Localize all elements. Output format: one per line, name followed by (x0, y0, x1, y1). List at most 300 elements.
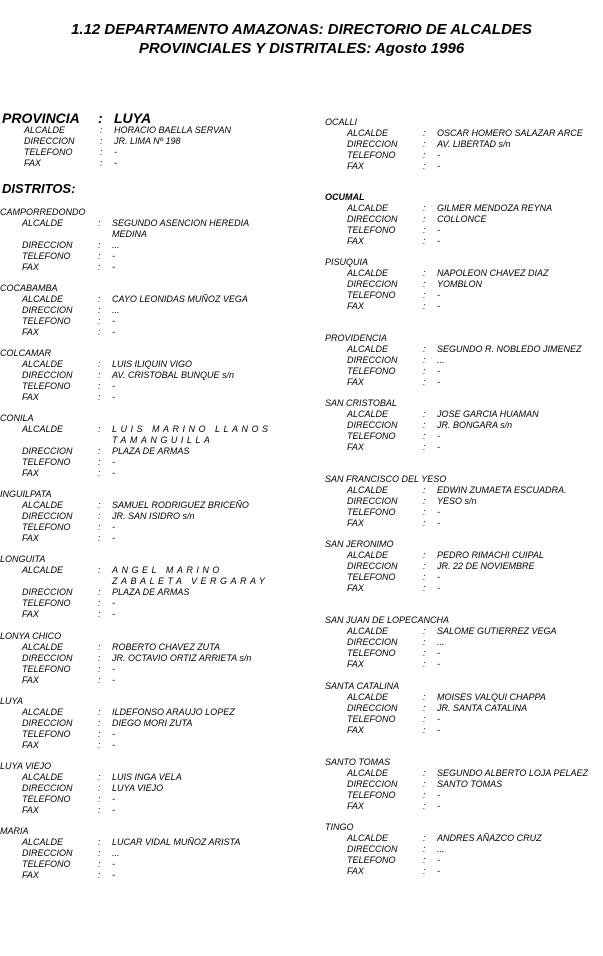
distrito-name: SAN CRISTOBAL (325, 398, 397, 408)
field-label: ALCALDE (22, 837, 64, 847)
direccion-row (0, 511, 272, 522)
alcalde-row (325, 344, 603, 355)
distrito-name: PROVIDENCIA (325, 333, 388, 343)
field-label: FAX (347, 518, 364, 528)
field-label: ALCALDE (347, 768, 389, 778)
telefono-row (325, 290, 603, 301)
fax-row (325, 301, 603, 312)
telefono-row (325, 366, 603, 377)
alcalde-row (325, 833, 603, 844)
field-colon: : (98, 522, 101, 532)
alcalde-row (0, 642, 272, 653)
telefono-row (0, 729, 272, 740)
telefono-row (325, 790, 603, 801)
fax-row (0, 675, 272, 686)
field-label: TELEFONO (347, 790, 396, 800)
fax-row (325, 866, 603, 877)
field-label: FAX (347, 725, 364, 735)
distrito-block-right-1 (325, 192, 603, 247)
field-colon: : (423, 431, 426, 441)
telefono-value: - (437, 225, 440, 235)
distrito-block-left-0 (0, 207, 272, 273)
direccion-row (325, 779, 603, 790)
distrito-block-right-0 (325, 117, 603, 172)
telefono-row (325, 225, 603, 236)
field-colon: : (423, 518, 426, 528)
distrito-block-right-10 (325, 822, 603, 877)
alcalde-row (325, 485, 603, 496)
field-colon: : (423, 366, 426, 376)
alcalde-value: LUIS ILIQUIN VIGO (112, 359, 193, 369)
field-label: TELEFONO (347, 225, 396, 235)
field-label: TELEFONO (347, 714, 396, 724)
alcalde-value: ROBERTO CHAVEZ ZUTA (112, 642, 221, 652)
field-label: TELEFONO (22, 598, 71, 608)
field-colon: : (423, 692, 426, 702)
field-label: DIRECCION (347, 779, 398, 789)
field-colon: : (98, 598, 101, 608)
alcalde-row (0, 294, 272, 305)
direccion-row (325, 279, 603, 290)
telefono-row (0, 381, 272, 392)
field-label: DIRECCION (22, 511, 73, 521)
fax-value: - (437, 659, 440, 669)
distrito-block-right-7 (325, 615, 603, 670)
field-colon: : (98, 783, 101, 793)
field-label: ALCALDE (347, 409, 389, 419)
alcalde-value: SAMUEL RODRIGUEZ BRICEÑO (112, 500, 249, 510)
direccion-value: ... (437, 355, 445, 365)
alcalde-value: MOISES VALQUI CHAPPA (437, 692, 546, 702)
fax-value: - (437, 301, 440, 311)
direccion-value: DIEGO MORI ZUTA (112, 718, 193, 728)
field-label: FAX (347, 583, 364, 593)
field-label: TELEFONO (22, 316, 71, 326)
fax-value: - (437, 866, 440, 876)
direccion-value: ... (112, 848, 120, 858)
telefono-value: - (112, 381, 115, 391)
field-colon: : (98, 707, 101, 717)
direccion-row (325, 355, 603, 366)
field-colon: : (423, 139, 426, 149)
telefono-value: - (112, 859, 115, 869)
fax-value: - (112, 740, 115, 750)
telefono-row (325, 572, 603, 583)
field-label: DIRECCION (347, 139, 398, 149)
fax-value: - (437, 725, 440, 735)
alcalde-value: JOSE GARCIA HUAMAN (437, 409, 539, 419)
fax-value: - (112, 327, 115, 337)
distrito-block-right-8 (325, 681, 603, 736)
field-label: DIRECCION (24, 136, 75, 146)
fax-row (0, 870, 272, 881)
alcalde-row (0, 837, 272, 848)
fax-value: - (112, 262, 115, 272)
field-label: FAX (347, 236, 364, 246)
field-colon: : (423, 496, 426, 506)
direccion-value: JR. SAN ISIDRO s/n (112, 511, 195, 521)
field-colon: : (423, 714, 426, 724)
alcalde-row (0, 500, 272, 511)
alcalde-row (325, 409, 603, 420)
telefono-row (0, 522, 272, 533)
field-label: DIRECCION (22, 446, 73, 456)
alcalde-row (325, 128, 603, 139)
field-label: ALCALDE (22, 500, 64, 510)
field-label: FAX (22, 609, 39, 619)
field-colon: : (423, 561, 426, 571)
fax-row (0, 327, 272, 338)
field-colon: : (98, 381, 101, 391)
direccion-value: COLLONCE (437, 214, 487, 224)
telefono-row (0, 457, 272, 468)
fax-value: - (112, 533, 115, 543)
alcalde-value: ANDRES AÑAZCO CRUZ (437, 833, 542, 843)
distrito-name: LONGUITA (0, 554, 46, 564)
fax-row (325, 442, 603, 453)
fax-row (0, 262, 272, 273)
fax-value: - (437, 161, 440, 171)
field-colon: : (98, 609, 101, 619)
field-label: TELEFONO (347, 150, 396, 160)
fax-row (0, 392, 272, 403)
field-label: DIRECCION (22, 653, 73, 663)
field-colon: : (423, 301, 426, 311)
field-colon: : (100, 147, 103, 157)
direccion-value: ... (112, 305, 120, 315)
field-label: DIRECCION (22, 240, 73, 250)
alcalde-row (325, 626, 603, 637)
distrito-block-left-2 (0, 348, 272, 403)
field-label: ALCALDE (347, 128, 389, 138)
fax-value: - (112, 609, 115, 619)
distrito-name: SAN FRANCISCO DEL YESO (325, 474, 447, 484)
telefono-value: - (437, 150, 440, 160)
distrito-name: LONYA CHICO (0, 631, 62, 641)
direccion-row (325, 496, 603, 507)
fax-row (325, 161, 603, 172)
field-label: DIRECCION (22, 718, 73, 728)
direccion-row (0, 718, 272, 729)
telefono-value: - (112, 598, 115, 608)
telefono-value: - (437, 790, 440, 800)
fax-value: - (112, 870, 115, 880)
field-label: FAX (22, 533, 39, 543)
distrito-block-left-7 (0, 696, 272, 751)
field-label: TELEFONO (347, 290, 396, 300)
field-label: ALCALDE (347, 203, 389, 213)
direccion-row (0, 370, 272, 381)
alcalde-value: OSCAR HOMERO SALAZAR ARCE (437, 128, 583, 138)
field-label: DIRECCION (22, 305, 73, 315)
direccion-value: AV. LIBERTAD s/n (437, 139, 511, 149)
field-colon: : (98, 327, 101, 337)
field-label: TELEFONO (347, 431, 396, 441)
field-label: TELEFONO (347, 855, 396, 865)
alcalde-row (325, 692, 603, 703)
alcalde-value: SALOME GUTIERREZ VEGA (437, 626, 557, 636)
direccion-row (325, 420, 603, 431)
field-colon: : (423, 801, 426, 811)
field-label: ALCALDE (22, 565, 64, 575)
field-label: ALCALDE (347, 833, 389, 843)
direccion-row (0, 783, 272, 794)
direccion-value: ... (437, 637, 445, 647)
field-label: FAX (347, 301, 364, 311)
alcalde-row (325, 768, 603, 779)
telefono-value: - (437, 714, 440, 724)
distrito-name: TINGO (325, 822, 354, 832)
field-label: FAX (347, 801, 364, 811)
field-colon: : (423, 725, 426, 735)
field-colon: : (98, 718, 101, 728)
distrito-block-right-3 (325, 333, 603, 388)
fax-row (325, 659, 603, 670)
alcalde-value: SEGUNDO R. NOBLEDO JIMENEZ (437, 344, 582, 354)
field-label: ALCALDE (22, 294, 64, 304)
distrito-block-left-4 (0, 489, 272, 544)
telefono-value: - (112, 457, 115, 467)
field-label: FAX (22, 870, 39, 880)
telefono-value: - (437, 507, 440, 517)
direccion-row (325, 703, 603, 714)
field-label: DIRECCION (347, 844, 398, 854)
distrito-block-right-9 (325, 757, 603, 812)
field-colon: : (423, 507, 426, 517)
field-colon: : (423, 485, 426, 495)
telefono-value: - (437, 290, 440, 300)
distrito-block-left-8 (0, 761, 272, 816)
alcalde-value: SEGUNDO ALBERTO LOJA PELAEZ (437, 768, 589, 778)
field-colon: : (98, 848, 101, 858)
telefono-row (325, 855, 603, 866)
alcalde-value: NAPOLEON CHAVEZ DIAZ (437, 268, 549, 278)
field-colon: : (423, 268, 426, 278)
field-colon: : (423, 779, 426, 789)
field-label: DIRECCION (347, 561, 398, 571)
telefono-row (0, 664, 272, 675)
field-colon: : (98, 262, 101, 272)
fax-row (0, 740, 272, 751)
field-label: ALCALDE (347, 268, 389, 278)
field-colon: : (423, 377, 426, 387)
distrito-block-left-9 (0, 826, 272, 881)
field-label: ALCALDE (22, 218, 64, 228)
distrito-block-left-3 (0, 413, 272, 479)
field-label: ALCALDE (347, 692, 389, 702)
field-label: FAX (22, 805, 39, 815)
telefono-value: - (112, 729, 115, 739)
alcalde-row (0, 565, 272, 587)
telefono-row (325, 507, 603, 518)
field-colon: : (98, 424, 101, 434)
field-label: FAX (22, 740, 39, 750)
field-label: TELEFONO (22, 729, 71, 739)
field-label: DIRECCION (347, 279, 398, 289)
field-colon: : (423, 214, 426, 224)
direccion-value: JR. BONGARA s/n (437, 420, 513, 430)
field-colon: : (98, 675, 101, 685)
field-label: FAX (347, 442, 364, 452)
field-label: ALCALDE (347, 626, 389, 636)
field-label: DIRECCION (22, 783, 73, 793)
direccion-value: JR. SANTA CATALINA (437, 703, 528, 713)
field-label: TELEFONO (347, 572, 396, 582)
field-colon: : (98, 587, 101, 597)
alcalde-value: ILDEFONSO ARAUJO LOPEZ (112, 707, 235, 717)
field-colon: : (423, 150, 426, 160)
field-colon: : (98, 740, 101, 750)
direccion-row (0, 305, 272, 316)
field-colon: : (98, 468, 101, 478)
field-colon: : (98, 305, 101, 315)
field-colon: : (423, 550, 426, 560)
telefono-row (0, 859, 272, 870)
title-line-1: 1.12 DEPARTAMENTO AMAZONAS: DIRECTORIO DE ALCALDES (71, 21, 532, 38)
field-label: FAX (22, 262, 39, 272)
distrito-name: CONILA (0, 413, 34, 423)
fax-row (0, 468, 272, 479)
direccion-row (0, 653, 272, 664)
fax-value: - (112, 468, 115, 478)
title-line-2: PROVINCIALES Y DISTRITALES: Agosto 1996 (138, 40, 465, 57)
field-colon: : (98, 446, 101, 456)
field-colon: : (98, 251, 101, 261)
page-title (0, 20, 603, 58)
field-label: ALCALDE (24, 125, 66, 135)
fax-row (325, 583, 603, 594)
alcalde-value: LUCAR VIDAL MUÑOZ ARISTA (112, 837, 241, 847)
alcalde-row (325, 550, 603, 561)
distrito-block-right-2 (325, 257, 603, 312)
provincia-alcalde-row (2, 125, 314, 136)
field-label: FAX (22, 675, 39, 685)
distrito-block-right-4 (325, 398, 603, 453)
field-colon: : (98, 316, 101, 326)
field-colon: : (98, 642, 101, 652)
field-colon: : (98, 837, 101, 847)
alcalde-row (0, 772, 272, 783)
field-label: FAX (24, 158, 41, 168)
provincia-fax: - (114, 158, 117, 168)
distrito-name: SAN JERONIMO (325, 539, 394, 549)
field-colon: : (98, 533, 101, 543)
telefono-value: - (112, 794, 115, 804)
field-label: ALCALDE (347, 485, 389, 495)
fax-value: - (112, 392, 115, 402)
alcalde-value: GILMER MENDOZA REYNA (437, 203, 553, 213)
distrito-name: OCALLI (325, 117, 358, 127)
provincia-alcalde: HORACIO BAELLA SERVAN (114, 125, 232, 135)
direccion-value: YESO s/n (437, 496, 477, 506)
direccion-row (325, 214, 603, 225)
fax-row (325, 236, 603, 247)
field-colon: : (423, 442, 426, 452)
alcalde-value: LUIS INGA VELA (112, 772, 182, 782)
field-colon: : (98, 565, 101, 575)
direccion-value: PLAZA DE ARMAS (112, 446, 190, 456)
field-colon: : (100, 125, 103, 135)
direccion-value: LUYA VIEJO (112, 783, 164, 793)
field-colon: : (423, 161, 426, 171)
field-colon: : (98, 794, 101, 804)
field-label: TELEFONO (347, 507, 396, 517)
telefono-row (325, 648, 603, 659)
field-colon: : (423, 344, 426, 354)
telefono-value: - (112, 522, 115, 532)
field-colon: : (423, 572, 426, 582)
field-colon: : (423, 203, 426, 213)
field-colon: : (423, 659, 426, 669)
provincia-colon: : (98, 110, 103, 126)
field-colon: : (423, 420, 426, 430)
field-label: TELEFONO (22, 457, 71, 467)
direccion-row (325, 561, 603, 572)
provincia-name: LUYA (114, 110, 152, 126)
fax-value: - (437, 583, 440, 593)
field-colon: : (423, 626, 426, 636)
field-colon: : (423, 409, 426, 419)
field-colon: : (423, 833, 426, 843)
field-colon: : (98, 457, 101, 467)
field-colon: : (98, 294, 101, 304)
distrito-name: COCABAMBA (0, 283, 58, 293)
distrito-block-left-1 (0, 283, 272, 338)
field-colon: : (423, 648, 426, 658)
direccion-row (0, 446, 272, 457)
provincia-direccion: JR. LIMA Nº 198 (114, 136, 181, 146)
field-label: FAX (347, 866, 364, 876)
field-colon: : (423, 855, 426, 865)
field-colon: : (98, 664, 101, 674)
direccion-value: JR. OCTAVIO ORTIZ ARRIETA s/n (112, 653, 252, 663)
provincia-heading (2, 110, 152, 126)
telefono-value: - (437, 431, 440, 441)
provincia-details (2, 125, 314, 169)
distrito-name: LUYA (0, 696, 24, 706)
field-label: DIRECCION (22, 848, 73, 858)
field-label: ALCALDE (347, 550, 389, 560)
alcalde-row (325, 268, 603, 279)
field-colon: : (100, 158, 103, 168)
fax-row (0, 805, 272, 816)
fax-value: - (437, 518, 440, 528)
telefono-value: - (437, 366, 440, 376)
fax-row (325, 377, 603, 388)
field-colon: : (423, 844, 426, 854)
field-colon: : (98, 653, 101, 663)
fax-row (0, 609, 272, 620)
fax-value: - (112, 675, 115, 685)
field-label: TELEFONO (347, 648, 396, 658)
field-colon: : (98, 511, 101, 521)
direccion-value: SANTO TOMAS (437, 779, 503, 789)
distritos-heading: DISTRITOS: (2, 181, 76, 196)
field-label: FAX (347, 659, 364, 669)
distrito-name: SAN JUAN DE LOPECANCHA (325, 615, 450, 625)
field-label: DIRECCION (347, 214, 398, 224)
field-colon: : (98, 392, 101, 402)
field-label: DIRECCION (347, 703, 398, 713)
field-colon: : (423, 583, 426, 593)
field-colon: : (98, 500, 101, 510)
distrito-name: PISUQUIA (325, 257, 369, 267)
alcalde-value: SEGUNDO ASENCION HEREDIA MEDINA (112, 218, 249, 239)
field-label: TELEFONO (22, 522, 71, 532)
distrito-block-left-6 (0, 631, 272, 686)
distrito-block-left-5 (0, 554, 272, 620)
field-label: ALCALDE (22, 424, 64, 434)
